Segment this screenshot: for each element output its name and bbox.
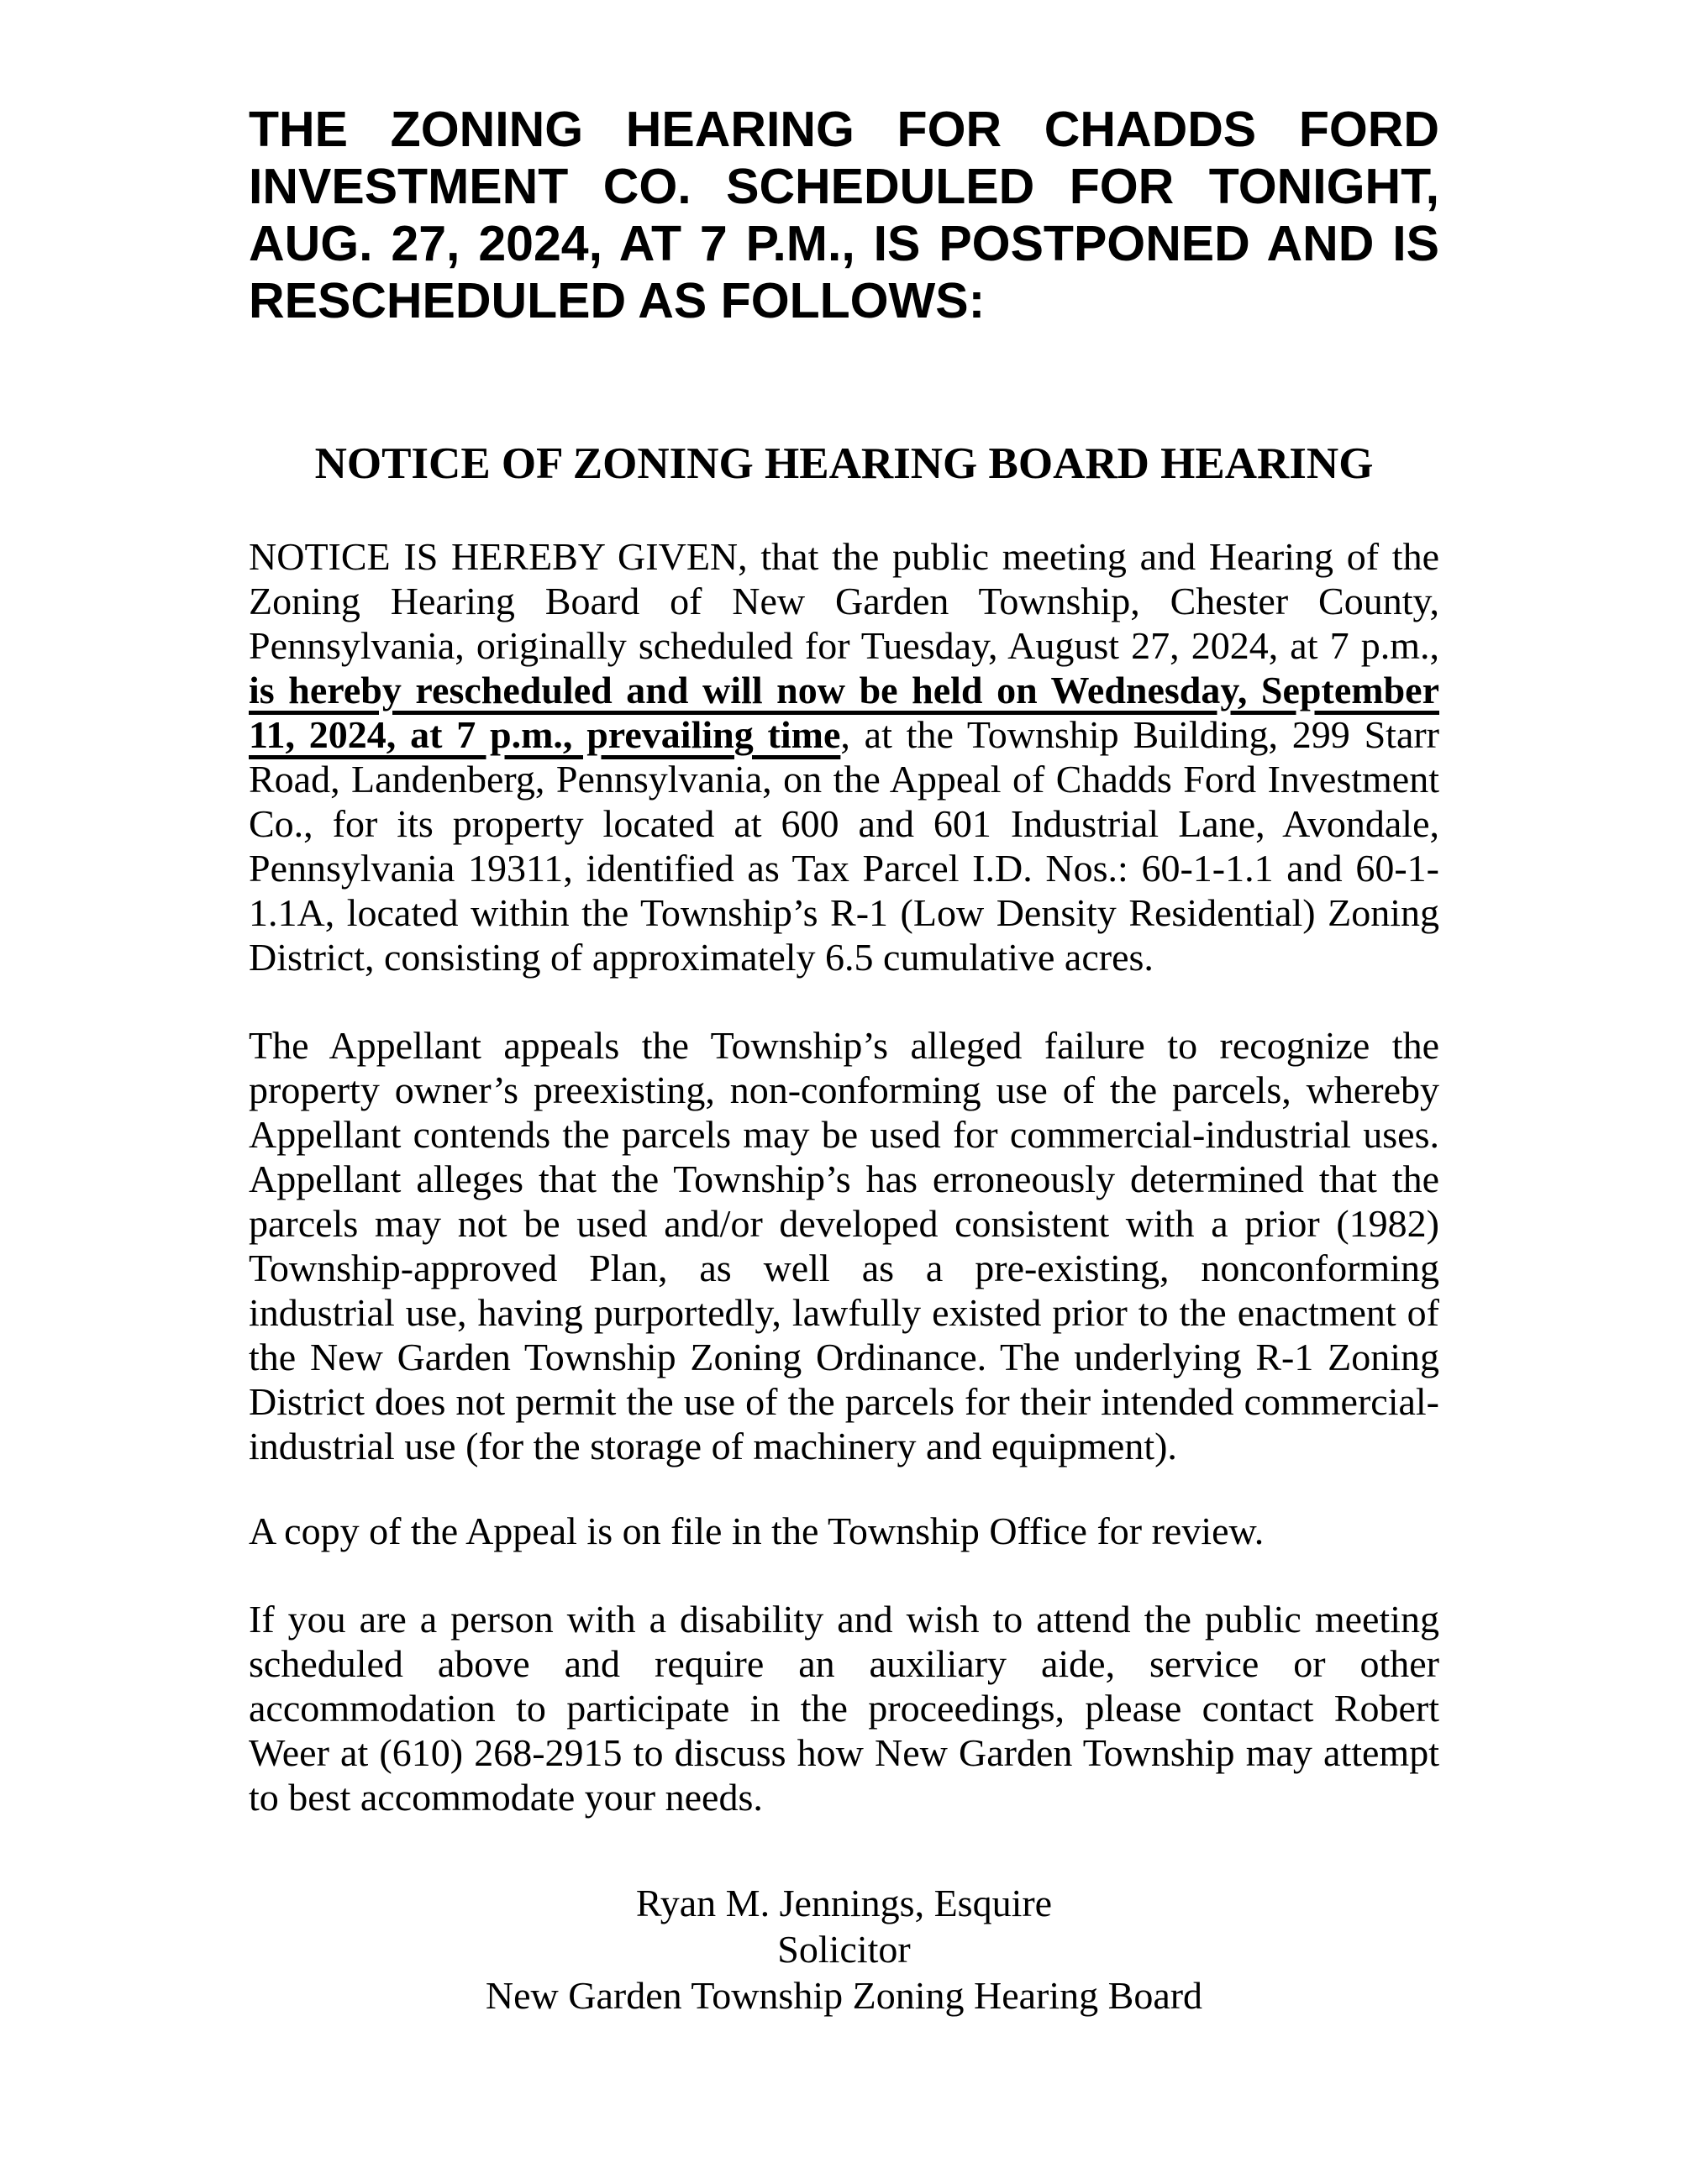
text-line [249, 890, 1439, 935]
text-line [249, 1201, 1439, 1246]
text-segment: the New Garden Township Zoning Ordinance. The underlying R-1 Zoning [249, 1336, 1439, 1378]
text-line [249, 1068, 1439, 1112]
paragraph-hearing-details [249, 534, 1439, 979]
signatory-title: Solicitor [777, 1928, 911, 1971]
text-line [249, 1335, 1439, 1379]
title-line: THE ZONING HEARING FOR CHADDS FORD [249, 102, 1439, 157]
text-line [249, 1509, 1439, 1553]
text-segment: Appellant alleges that the Township’s has erroneously determined that the [249, 1158, 1439, 1200]
text-line [249, 935, 1439, 979]
text-line [249, 1379, 1439, 1424]
text-line [249, 801, 1439, 846]
text-segment: accommodation to participate in the proceedings, please contact Robert [249, 1687, 1439, 1730]
text-line [249, 1686, 1439, 1730]
text-segment: to best accommodate your needs. [249, 1776, 763, 1819]
paragraph-appeal-on-file [249, 1509, 1439, 1553]
text-segment: industrial use, having purportedly, lawfully existed prior to the enactment of [249, 1291, 1439, 1334]
text-segment: A copy of the Appeal is on file in the Township Office for review. [249, 1509, 1265, 1552]
text-segment: Pennsylvania 19311, identified as Tax Parcel I.D. Nos.: 60-1-1.1 and 60-1- [249, 847, 1439, 890]
text-line [249, 623, 1439, 668]
document-title [249, 101, 1439, 329]
paragraph-accessibility-notice [249, 1597, 1439, 1819]
title-line: INVESTMENT CO. SCHEDULED FOR TONIGHT, [249, 159, 1439, 214]
text-line [249, 1157, 1439, 1201]
section-heading: NOTICE OF ZONING HEARING BOARD HEARING [314, 439, 1374, 488]
text-segment: scheduled above and require an auxiliary aide, service or other [249, 1642, 1439, 1685]
text-segment: Road, Landenberg, Pennsylvania, on the Appeal of Chadds Ford Investment [249, 758, 1439, 801]
text-segment: , at the Township Building, 299 Starr [840, 713, 1440, 756]
text-line [249, 534, 1439, 579]
text-segment: District does not permit the use of the parcels for their intended commercial- [249, 1380, 1439, 1423]
text-segment: District, consisting of approximately 6.5 cumulative acres. [249, 936, 1154, 979]
text-line [249, 1290, 1439, 1335]
text-line [249, 846, 1439, 890]
text-line [249, 1112, 1439, 1157]
text-line [249, 1641, 1439, 1686]
rescheduled-date-emphasis: 11, 2024, at 7 p.m., prevailing time [249, 713, 841, 756]
text-line [249, 1775, 1439, 1819]
text-line [249, 1023, 1439, 1068]
text-segment: Township-approved Plan, as well as a pre-existing, nonconforming [249, 1247, 1439, 1289]
text-segment: Pennsylvania, originally scheduled for Tuesday, August 27, 2024, at 7 p.m., [249, 624, 1439, 667]
text-segment: NOTICE IS HEREBY GIVEN, that the public meeting and Hearing of the [249, 535, 1439, 578]
paragraph-appeal-description [249, 1023, 1439, 1468]
text-segment: Co., for its property located at 600 and 601 Industrial Lane, Avondale, [249, 802, 1439, 845]
text-segment: If you are a person with a disability and wish to attend the public meeting [249, 1598, 1439, 1641]
text-line [249, 712, 1439, 757]
text-line [249, 1246, 1439, 1290]
text-segment: Appellant contends the parcels may be used for commercial-industrial uses. [249, 1113, 1439, 1156]
title-line: RESCHEDULED AS FOLLOWS: [249, 273, 986, 328]
text-segment: industrial use (for the storage of machinery and equipment). [249, 1425, 1177, 1467]
text-line [249, 579, 1439, 623]
text-line [249, 1424, 1439, 1468]
signatory-organization: New Garden Township Zoning Hearing Board [485, 1974, 1203, 2017]
signatory-name: Ryan M. Jennings, Esquire [635, 1882, 1053, 1924]
text-line [249, 757, 1439, 801]
text-line [249, 1730, 1439, 1775]
signature-block [249, 1880, 1439, 2019]
text-segment: property owner’s preexisting, non-conforming use of the parcels, whereby [249, 1068, 1439, 1111]
rescheduled-date-emphasis: is hereby rescheduled and will now be held on Wednesday, September [249, 669, 1439, 711]
text-line [249, 668, 1439, 712]
text-segment: The Appellant appeals the Township’s alleged failure to recognize the [249, 1024, 1439, 1067]
text-segment: Zoning Hearing Board of New Garden Township, Chester County, [249, 580, 1439, 622]
text-line [249, 1597, 1439, 1641]
text-segment: Weer at (610) 268-2915 to discuss how New Garden Township may attempt [249, 1731, 1439, 1774]
text-segment: 1.1A, located within the Township’s R-1 (Low Density Residential) Zoning [249, 891, 1439, 934]
title-line: AUG. 27, 2024, AT 7 P.M., IS POSTPONED AND IS [249, 216, 1439, 271]
text-segment: parcels may not be used and/or developed consistent with a prior (1982) [249, 1202, 1439, 1245]
